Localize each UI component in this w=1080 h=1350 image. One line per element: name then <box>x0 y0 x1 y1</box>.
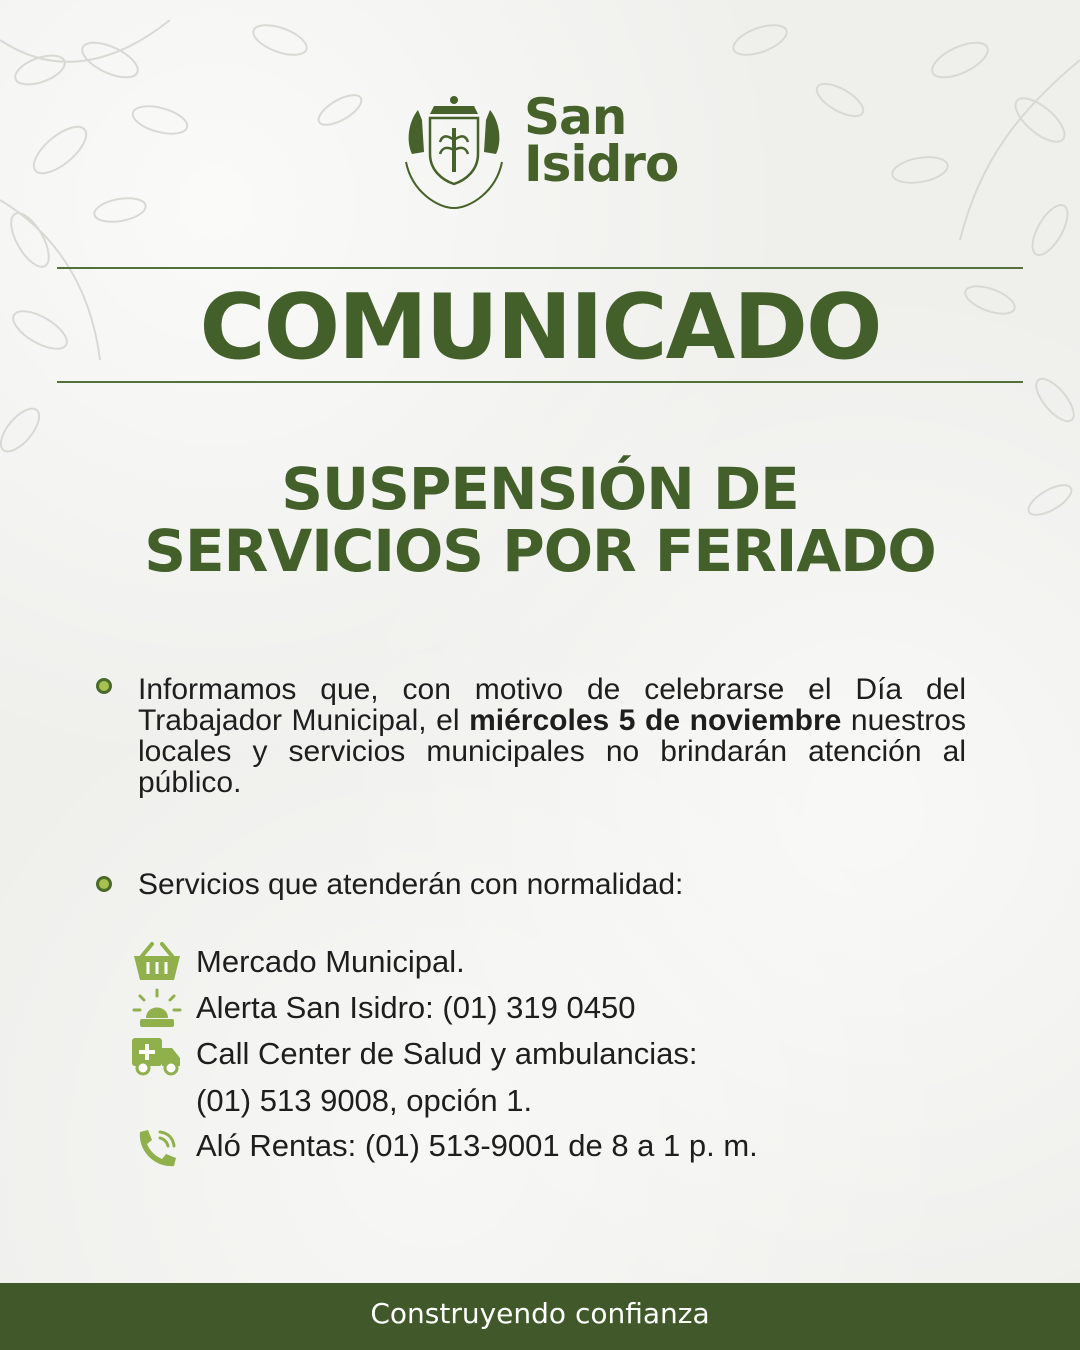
subtitle-line-1: SUSPENSIÓN DE <box>281 455 799 523</box>
service-item-salud-phone <box>130 1081 950 1127</box>
footer-slogan: Construyendo confianza <box>370 1297 710 1330</box>
san-isidro-crest-logo <box>398 92 510 214</box>
footer-banner <box>0 1283 1080 1350</box>
phone-icon <box>130 1126 184 1170</box>
top-divider <box>57 267 1023 269</box>
bottom-divider <box>57 381 1023 383</box>
header <box>0 88 1080 222</box>
subtitle-line-2: SERVICIOS POR FERIADO <box>144 517 936 585</box>
service-label: (01) 513 9008, opción 1. <box>196 1083 533 1118</box>
service-label: Call Center de Salud y ambulancias: <box>196 1036 698 1071</box>
ambulance-icon <box>130 1034 184 1078</box>
service-label: Mercado Municipal. <box>196 944 465 979</box>
notice-text-2: nuestros locales y servicios municipales no brindarán atención al público. <box>138 704 966 799</box>
bullet-dot <box>96 876 112 892</box>
service-item-salud <box>130 1034 950 1080</box>
notice-date: miércoles 5 de noviembre <box>469 704 842 737</box>
brand-line-1: San <box>524 88 627 146</box>
bullet-dot <box>96 678 112 694</box>
services-heading: Servicios que atenderán con normalidad: <box>138 868 684 901</box>
siren-icon <box>130 988 184 1032</box>
notice-paragraph <box>138 674 966 798</box>
brand-line-2: Isidro <box>524 135 679 193</box>
service-label: Alerta San Isidro: (01) 319 0450 <box>196 990 636 1025</box>
brand-name <box>524 88 679 193</box>
service-item-rentas <box>130 1126 950 1172</box>
subtitle <box>0 455 1080 585</box>
page-title: COMUNICADO <box>199 275 881 380</box>
service-item-alerta <box>130 988 950 1034</box>
service-item-mercado <box>130 942 950 988</box>
notice-text-1: Informamos que, con motivo de celebrarse el Día del Trabajador Municipal, el <box>138 673 966 737</box>
basket-icon <box>130 942 184 986</box>
service-label: Aló Rentas: (01) 513-9001 de 8 a 1 p. m. <box>196 1128 758 1163</box>
